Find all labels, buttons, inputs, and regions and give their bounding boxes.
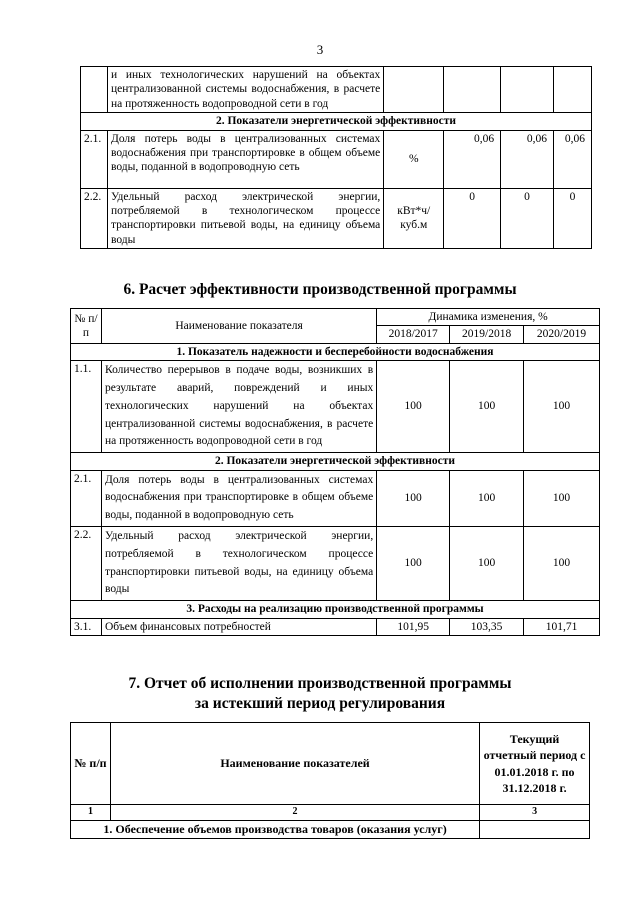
col-header-number: № п/п [71,723,111,805]
row-number: 1.1. [71,361,102,453]
row-value: 100 [524,470,600,526]
table-row [71,470,600,526]
col-header-year: 2020/2019 [524,326,600,343]
col-index: 3 [480,805,590,821]
col-header-name: Наименование показателей [110,723,479,805]
row-value: 0,06 [554,130,592,188]
row-number: 2.2. [71,527,102,601]
col-header-year: 2018/2017 [377,326,450,343]
row-name: Доля потерь воды в централизованных системах водоснабжения при транспортировке в общем объеме воды, поданной в водопроводную сеть [101,470,376,526]
col-index: 2 [110,805,479,821]
row-value: 100 [450,527,524,601]
row-number: 2.2. [81,188,108,249]
row-value: 0,06 [444,130,501,188]
row-value: 0 [501,188,554,249]
continued-row-text: и иных технологических нарушений на объектах централизованной системы водоснабжения, в расчете на протяженность водопроводной сети в год [107,67,383,113]
row-name: Удельный расход электрической энергии, потребляемой в технологическом процессе транспортировки питьевой воды, на единицу объема воды [101,527,376,601]
col-header-period: Текущий отчетный период с 01.01.2018 г. по 31.12.2018 г. [480,723,590,805]
row-value: 0 [444,188,501,249]
efficiency-table [70,308,600,636]
row-number: 3.1. [71,618,102,635]
col-index: 1 [71,805,111,821]
row-value: 0 [554,188,592,249]
col-header-name: Наименование показателя [101,309,376,344]
table-row [71,527,600,601]
row-value: 101,71 [524,618,600,635]
col-header-number: № п/п [71,309,102,344]
row-value: 100 [377,527,450,601]
page-number: 3 [316,42,324,57]
row-unit: % [384,130,444,188]
section7-title-line2: за истекший период регулирования [194,695,446,713]
section6-title: 6. Расчет эффективности производственной программы [123,281,517,298]
row-value: 100 [377,361,450,453]
section7-title [0,674,640,714]
table-row [71,618,600,635]
row-value: 0,06 [501,130,554,188]
indicators-table-continued [80,66,592,249]
table-row [71,361,600,453]
row-value: 100 [524,527,600,601]
group-title-reliability: 1. Показатель надежности и бесперебойности водоснабжения [71,343,600,360]
row-value: 100 [450,470,524,526]
col-header-year: 2019/2018 [450,326,524,343]
row-number: 2.1. [71,470,102,526]
row-number: 2.1. [81,130,108,188]
row-name: Доля потерь воды в централизованных системах водоснабжения при транспортировке в общем объеме воды, поданной в водопроводную сеть [107,130,383,188]
group-title-expenses: 3. Расходы на реализацию производственной программы [71,601,600,618]
table-row [81,188,592,249]
section-title-energy: 2. Показатели энергетической эффективности [81,113,592,130]
row-name: Количество перерывов в подаче воды, возникших в результате аварий, повреждений и иных технологических нарушений на объектах централизованной системы водоснабжения, в расчете на протяженность водопроводной сети в год [101,361,376,453]
row-unit: кВт*ч/куб.м [384,188,444,249]
row-value: 100 [377,470,450,526]
row-value: 101,95 [377,618,450,635]
row-value: 100 [524,361,600,453]
group-title-production: 1. Обеспечение объемов производства товаров (оказания услуг) [71,820,480,838]
group-title-energy: 2. Показатели энергетической эффективности [71,453,600,470]
col-header-dynamics: Динамика изменения, % [377,309,600,326]
table-row [81,130,592,188]
report-table [70,722,590,839]
row-value: 100 [450,361,524,453]
section7-title-line1: 7. Отчет об исполнении производственной программы [128,675,512,692]
row-name: Объем финансовых потребностей [101,618,376,635]
row-value: 103,35 [450,618,524,635]
row-name: Удельный расход электрической энергии, потребляемой в технологическом процессе транспортировки питьевой воды, на единицу объема воды [107,188,383,249]
